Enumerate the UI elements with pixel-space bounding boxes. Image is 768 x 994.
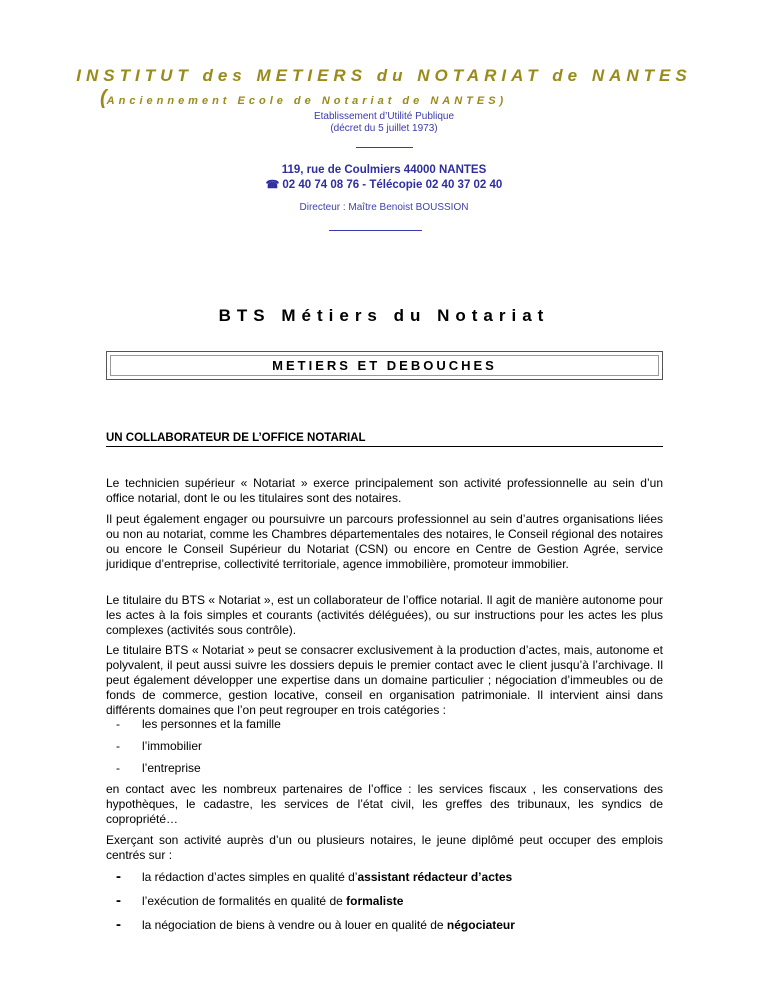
domain-list-item	[116, 761, 201, 776]
subtitle-text: Anciennement Ecole de Notariat de NANTES)	[106, 95, 508, 107]
job-text: l’exécution de formalités en qualité de	[142, 894, 347, 908]
paragraph-2: Il peut également engager ou poursuivre un parcours professionnel au sein d’autres organisations liées ou non au notariat, comme les Chambres départementales des notaires, le Conseil régional des notaires ou encore le Conseil Supérieur du Notariat (CSN) ou encore en Centre de Gestion Agrée, service juridique d’entreprise, collectivité territoriale, agence immobilière, promoteur immobilier.	[106, 512, 663, 571]
list-dash: -	[116, 761, 120, 775]
list-dash: -	[116, 868, 121, 885]
paragraph-5: en contact avec les nombreux partenaires de l’office : les services fiscaux , les conservations des hypothèques, le cadastre, les services de l’état civil, les greffes des tribunaux, les syndics de copropriété…	[106, 782, 663, 826]
list-dash: -	[116, 892, 121, 909]
job-title: négociateur	[446, 918, 515, 932]
institute-subtitle	[100, 87, 507, 110]
address: 119, rue de Coulmiers 44000 NANTES	[281, 164, 487, 176]
job-list-item	[116, 869, 512, 885]
job-text: la négociation de biens à vendre ou à louer en qualité de	[142, 918, 447, 932]
job-title: assistant rédacteur d’actes	[357, 870, 513, 884]
list-dash: -	[116, 916, 121, 933]
institute-title: INSTITUT des METIERS du NOTARIAT de NANTES	[76, 66, 692, 85]
job-list-item	[116, 893, 403, 909]
domain-text: l’entreprise	[142, 761, 201, 775]
telephone-icon: ☎	[265, 179, 280, 191]
paragraph-3: Le titulaire du BTS « Notariat », est un collaborateur de l’office notarial. Il agit de manière autonome pour les actes à la fois simples et courants (activités déléguées), ou sur instructions pour les actes les plus complexes (activités sous contrôle).	[106, 593, 663, 637]
job-title: formaliste	[346, 894, 404, 908]
section-heading: UN COLLABORATEUR DE L’OFFICE NOTARIAL	[106, 432, 663, 447]
director-line: Directeur : Maître Benoist BOUSSION	[299, 202, 469, 213]
domain-text: les personnes et la famille	[142, 717, 281, 731]
section-title-box	[106, 351, 663, 380]
list-dash: -	[116, 717, 120, 731]
paragraph-6: Exerçant son activité auprès d’un ou plusieurs notaires, le jeune diplômé peut occuper des emplois centrés sur :	[106, 833, 663, 862]
document-title: BTS Métiers du Notariat	[218, 306, 550, 325]
list-dash: -	[116, 739, 120, 753]
job-list-item	[116, 917, 515, 933]
job-text: la rédaction d’actes simples en qualité d’	[142, 870, 358, 884]
phone-line	[0, 178, 768, 191]
domain-list-item	[116, 739, 202, 754]
establishment-line-2: (décret du 5 juillet 1973)	[330, 123, 438, 134]
header-rule-2	[329, 230, 422, 231]
paragraph-4: Le titulaire BTS « Notariat » peut se consacrer exclusivement à la production d’actes, mais, autonome et polyvalent, il peut aussi suivre les dossiers depuis le premier contact avec le client jusqu’à l’archivage. Il peut également développer une expertise dans un domaine particulier ; négociation d’immeubles ou de fonds de commerce, gestion locative, conseil en organisation patrimoniale. Il intervient ainsi dans différents domaines que l’on peut regrouper en trois catégories :	[106, 643, 663, 717]
phone-numbers: 02 40 74 08 76 - Télécopie 02 40 37 02 40	[282, 179, 503, 191]
subtitle-open-paren: (	[100, 87, 107, 109]
section-title-text: METIERS ET DEBOUCHES	[272, 358, 497, 373]
paragraph-1: Le technicien supérieur « Notariat » exerce principalement son activité professionnelle au sein d’un office notarial, dont le ou les titulaires sont des notaires.	[106, 476, 663, 505]
establishment-line-1: Etablissement d’Utilité Publique	[313, 111, 455, 122]
header-rule-1	[356, 147, 413, 148]
domain-list-item	[116, 717, 281, 732]
domain-text: l’immobilier	[142, 739, 203, 753]
